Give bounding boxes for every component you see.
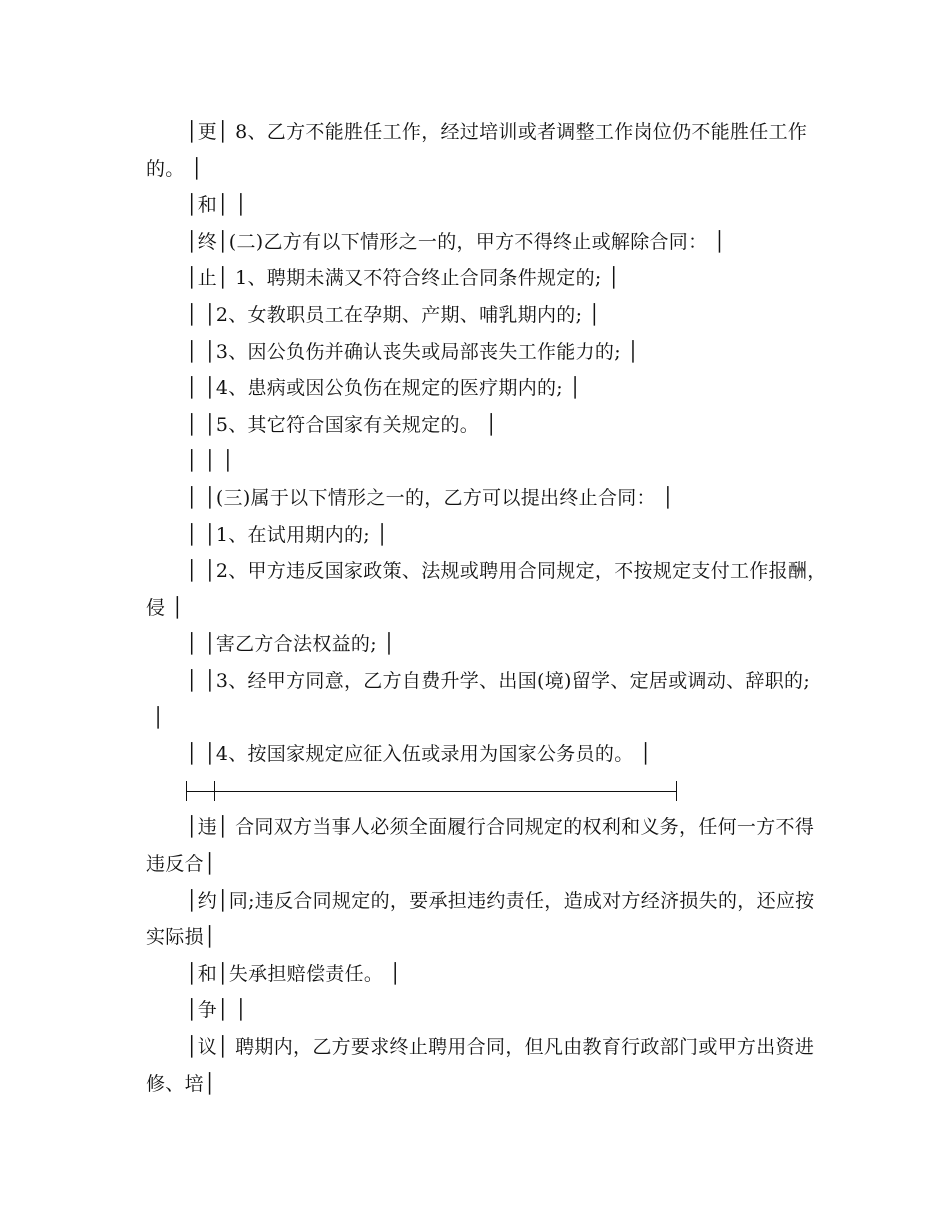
document-line: │和│失承担赔偿责任。 │	[186, 962, 402, 985]
document-line: │ │5、其它符合国家有关规定的。 │	[186, 413, 498, 436]
document-line: 修、培│	[146, 1072, 216, 1095]
document-line: │和│ │	[186, 194, 247, 217]
document-line: │违│ 合同双方当事人必须全面履行合同规定的权利和义务，任何一方不得	[186, 816, 815, 839]
document-line: 侵 │	[146, 596, 184, 619]
document-line: │ │3、因公负伤并确认丧失或局部丧失工作能力的; │	[186, 340, 639, 363]
document-line: │议│ 聘期内，乙方要求终止聘用合同，但凡由教育行政部门或甲方出资进	[186, 1036, 815, 1058]
document-line: │ │(三)属于以下情形之一的，乙方可以提出终止合同： │	[186, 487, 674, 509]
document-line: │	[146, 706, 165, 729]
document-line: │争│ │	[186, 999, 247, 1022]
document-line: │ │2、甲方违反国家政策、法规或聘用合同规定，不按规定支付工作报酬，	[186, 560, 827, 583]
document-line: │ │4、按国家规定应征入伍或录用为国家公务员的。 │	[186, 743, 652, 766]
table-divider-tick	[214, 781, 215, 801]
document-line: │ │害乙方合法权益的; │	[186, 633, 395, 656]
document-line: │止│ 1、聘期未满又不符合终止合同条件规定的; │	[186, 267, 620, 290]
document-line: │终│(二)乙方有以下情形之一的，甲方不得终止或解除合同： │	[186, 230, 726, 253]
document-line: │ │2、女教职员工在孕期、产期、哺乳期内的; │	[186, 304, 601, 326]
document-line: │更│ 8、乙方不能胜任工作，经过培训或者调整工作岗位仍不能胜任工作	[186, 121, 808, 143]
document-line: │ │ │	[186, 450, 234, 473]
document-line: │ │1、在试用期内的; │	[186, 523, 389, 546]
document-line: 的。 │	[146, 157, 203, 180]
document-line: │约│同;违反合同规定的，要承担违约责任，造成对方经济损失的，还应按	[186, 889, 815, 912]
document-line: │ │3、经甲方同意，乙方自费升学、出国(境)留学、定居或调动、辞职的;	[186, 670, 811, 692]
table-divider-rule	[186, 791, 676, 792]
document-line: │ │4、患病或因公负伤在规定的医疗期内的; │	[186, 377, 582, 400]
document-line: 实际损│	[146, 926, 216, 949]
table-divider-tick	[676, 781, 677, 801]
document-line: 违反合│	[146, 853, 216, 875]
table-divider-tick	[186, 781, 187, 801]
